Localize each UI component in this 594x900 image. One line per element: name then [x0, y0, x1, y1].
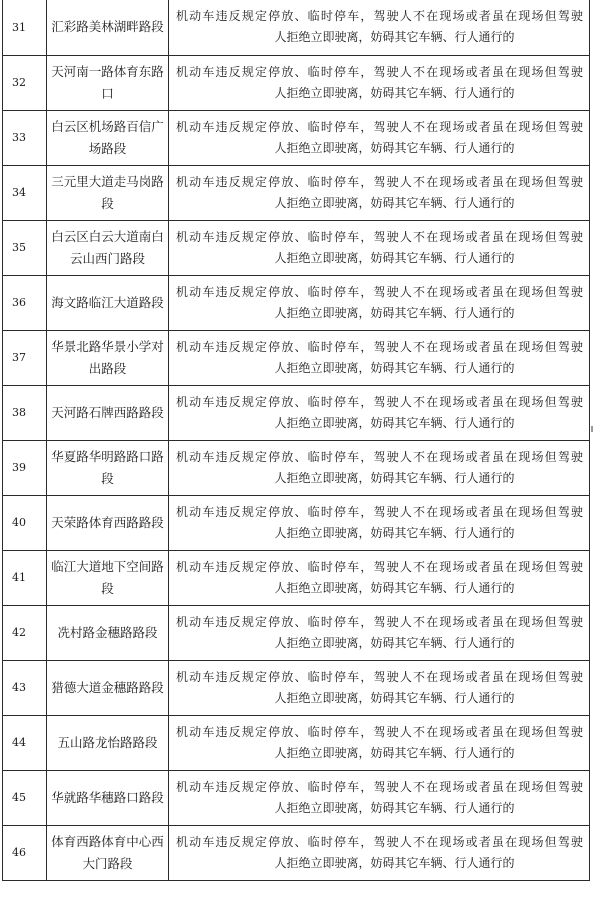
row-number: 41: [3, 550, 47, 605]
description-line-1: 机动车违反规定停放、临时停车，驾驶人不在现场或者虽在现场但驾驶: [176, 174, 583, 189]
row-number: 44: [3, 715, 47, 770]
road-section: 华夏路华明路路口路段: [47, 440, 169, 495]
table-row: [3, 715, 590, 770]
description-line-1: 机动车违反规定停放、临时停车，驾驶人不在现场或者虽在现场但驾驶: [176, 394, 583, 409]
road-section: 白云区白云大道南白云山西门路段: [47, 220, 169, 275]
road-section: 天荣路体育西路路段: [47, 495, 169, 550]
description-line-1: 机动车违反规定停放、临时停车，驾驶人不在现场或者虽在现场但驾驶: [176, 559, 583, 574]
row-number: 46: [3, 825, 47, 880]
violation-description: [169, 55, 590, 110]
table-row: [3, 0, 590, 55]
description-line-2: 人拒绝立即驶离，妨碍其它车辆、行人通行的: [274, 415, 515, 430]
table-row: [3, 275, 590, 330]
table-row: [3, 110, 590, 165]
description-line-1: 机动车违反规定停放、临时停车，驾驶人不在现场或者虽在现场但驾驶: [176, 119, 583, 134]
row-number: 36: [3, 275, 47, 330]
description-line-2: 人拒绝立即驶离，妨碍其它车辆、行人通行的: [274, 140, 515, 155]
description-line-1: 机动车违反规定停放、临时停车，驾驶人不在现场或者虽在现场但驾驶: [176, 614, 583, 629]
row-number: 31: [3, 0, 47, 55]
violation-description: [169, 440, 590, 495]
description-line-1: 机动车违反规定停放、临时停车，驾驶人不在现场或者虽在现场但驾驶: [176, 284, 583, 299]
table-row: [3, 55, 590, 110]
violation-description: [169, 605, 590, 660]
row-number: 32: [3, 55, 47, 110]
road-section: 体育西路体育中心西大门路段: [47, 825, 169, 880]
row-number: 35: [3, 220, 47, 275]
violation-description: [169, 330, 590, 385]
violation-description: [169, 0, 590, 55]
description-line-1: 机动车违反规定停放、临时停车，驾驶人不在现场或者虽在现场但驾驶: [176, 339, 583, 354]
road-section: 冼村路金穗路路段: [47, 605, 169, 660]
description-line-2: 人拒绝立即驶离，妨碍其它车辆、行人通行的: [274, 800, 515, 815]
row-number: 45: [3, 770, 47, 825]
table-row: [3, 220, 590, 275]
description-line-1: 机动车违反规定停放、临时停车，驾驶人不在现场或者虽在现场但驾驶: [176, 779, 583, 794]
row-number: 42: [3, 605, 47, 660]
violation-description: [169, 770, 590, 825]
table-row: [3, 165, 590, 220]
road-section: 华就路华穗路口路段: [47, 770, 169, 825]
description-line-2: 人拒绝立即驶离，妨碍其它车辆、行人通行的: [274, 85, 515, 100]
row-number: 43: [3, 660, 47, 715]
violation-description: [169, 220, 590, 275]
table-row: [3, 660, 590, 715]
row-number: 40: [3, 495, 47, 550]
description-line-2: 人拒绝立即驶离，妨碍其它车辆、行人通行的: [274, 635, 515, 650]
table-row: [3, 550, 590, 605]
description-line-2: 人拒绝立即驶离，妨碍其它车辆、行人通行的: [274, 360, 515, 375]
violation-description: [169, 495, 590, 550]
row-number: 37: [3, 330, 47, 385]
table-row: [3, 605, 590, 660]
violation-description: [169, 660, 590, 715]
table-row: [3, 330, 590, 385]
road-section: 临江大道地下空间路段: [47, 550, 169, 605]
description-line-1: 机动车违反规定停放、临时停车，驾驶人不在现场或者虽在现场但驾驶: [176, 504, 583, 519]
violation-description: [169, 385, 590, 440]
description-line-2: 人拒绝立即驶离，妨碍其它车辆、行人通行的: [274, 855, 515, 870]
description-line-2: 人拒绝立即驶离，妨碍其它车辆、行人通行的: [274, 580, 515, 595]
description-line-1: 机动车违反规定停放、临时停车，驾驶人不在现场或者虽在现场但驾驶: [176, 9, 583, 24]
description-line-2: 人拒绝立即驶离，妨碍其它车辆、行人通行的: [274, 525, 515, 540]
row-number: 38: [3, 385, 47, 440]
row-number: 34: [3, 165, 47, 220]
row-number: 33: [3, 110, 47, 165]
description-line-1: 机动车违反规定停放、临时停车，驾驶人不在现场或者虽在现场但驾驶: [176, 669, 583, 684]
description-line-2: 人拒绝立即驶离，妨碍其它车辆、行人通行的: [274, 690, 515, 705]
road-section: 华景北路华景小学对出路段: [47, 330, 169, 385]
violation-description: [169, 165, 590, 220]
description-line-2: 人拒绝立即驶离，妨碍其它车辆、行人通行的: [274, 195, 515, 210]
road-section: 汇彩路美林湖畔路段: [47, 0, 169, 55]
violation-description: [169, 825, 590, 880]
violation-description: [169, 550, 590, 605]
road-section: 天河路石牌西路路段: [47, 385, 169, 440]
table-row: [3, 825, 590, 880]
road-section: 猎德大道金穗路路段: [47, 660, 169, 715]
road-section: 三元里大道走马岗路段: [47, 165, 169, 220]
violation-description: [169, 715, 590, 770]
table-row: [3, 495, 590, 550]
description-line-1: 机动车违反规定停放、临时停车，驾驶人不在现场或者虽在现场但驾驶: [176, 834, 583, 849]
description-line-1: 机动车违反规定停放、临时停车，驾驶人不在现场或者虽在现场但驾驶: [176, 64, 583, 79]
road-section: 五山路龙怡路路段: [47, 715, 169, 770]
description-line-2: 人拒绝立即驶离，妨碍其它车辆、行人通行的: [274, 745, 515, 760]
row-number: 39: [3, 440, 47, 495]
table-body: [3, 0, 590, 880]
table-row: [3, 770, 590, 825]
description-line-1: 机动车违反规定停放、临时停车，驾驶人不在现场或者虽在现场但驾驶: [176, 724, 583, 739]
description-line-1: 机动车违反规定停放、临时停车，驾驶人不在现场或者虽在现场但驾驶: [176, 449, 583, 464]
road-section: 白云区机场路百信广场路段: [47, 110, 169, 165]
violation-description: [169, 110, 590, 165]
table-row: [3, 385, 590, 440]
description-line-2: 人拒绝立即驶离，妨碍其它车辆、行人通行的: [274, 250, 515, 265]
violation-locations-table: [2, 0, 590, 881]
road-section: 海文路临江大道路段: [47, 275, 169, 330]
description-line-2: 人拒绝立即驶离，妨碍其它车辆、行人通行的: [274, 30, 515, 45]
description-line-1: 机动车违反规定停放、临时停车，驾驶人不在现场或者虽在现场但驾驶: [176, 229, 583, 244]
description-line-2: 人拒绝立即驶离，妨碍其它车辆、行人通行的: [274, 305, 515, 320]
violation-description: [169, 275, 590, 330]
table-row: [3, 440, 590, 495]
road-section: 天河南一路体育东路口: [47, 55, 169, 110]
scroll-mark: [591, 426, 593, 432]
description-line-2: 人拒绝立即驶离，妨碍其它车辆、行人通行的: [274, 470, 515, 485]
